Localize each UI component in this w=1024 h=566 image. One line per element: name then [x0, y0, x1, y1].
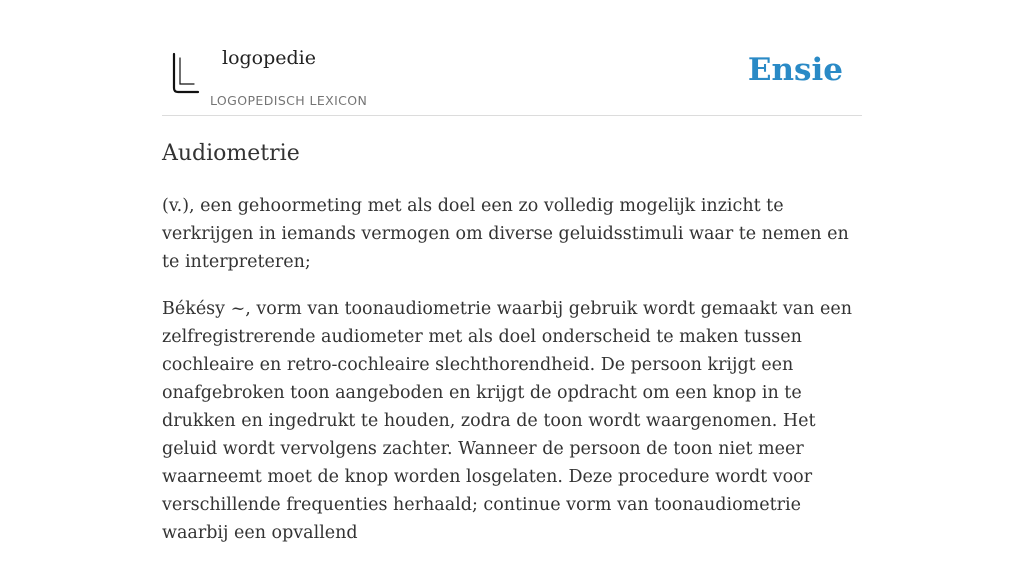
dictionary-header [162, 0, 862, 116]
entry-content [162, 192, 862, 566]
dictionary-subtitle: LOGOPEDISCH LEXICON [210, 93, 368, 108]
letter-l-logo-icon[interactable] [164, 48, 206, 98]
entry-title: Audiometrie [162, 141, 300, 166]
ensie-brand-link[interactable]: Ensie [747, 52, 843, 88]
page [162, 0, 862, 543]
dictionary-title-link[interactable]: logopedie [222, 47, 317, 69]
definition-paragraph: (v.), een gehoormeting met als doel een zo volledig mogelijk inzicht te verkrijgen in iemands vermogen om diverse geluidsstimuli waar te nemen en te interpreteren; [162, 196, 849, 272]
definition-paragraph: Békésy ~, vorm van toonaudiometrie waarbij gebruik wordt gemaakt van een zelfregistrerende audiometer met als doel onderscheid te maken tussen cochleaire en retro-cochleaire slechthorendheid. De persoon krijgt een onafgebroken toon aangeboden en krijgt de opdracht om een knop in te drukken en ingedrukt te houden, zodra de toon wordt waargenomen. Het geluid wordt vervolgens zachter. Wanneer de persoon de toon niet meer waarneemt moet de knop worden losgelaten. Deze procedure wordt voor verschillende frequenties herhaald; continue vorm van toonaudiometrie waarbij een opvallend [162, 299, 852, 543]
